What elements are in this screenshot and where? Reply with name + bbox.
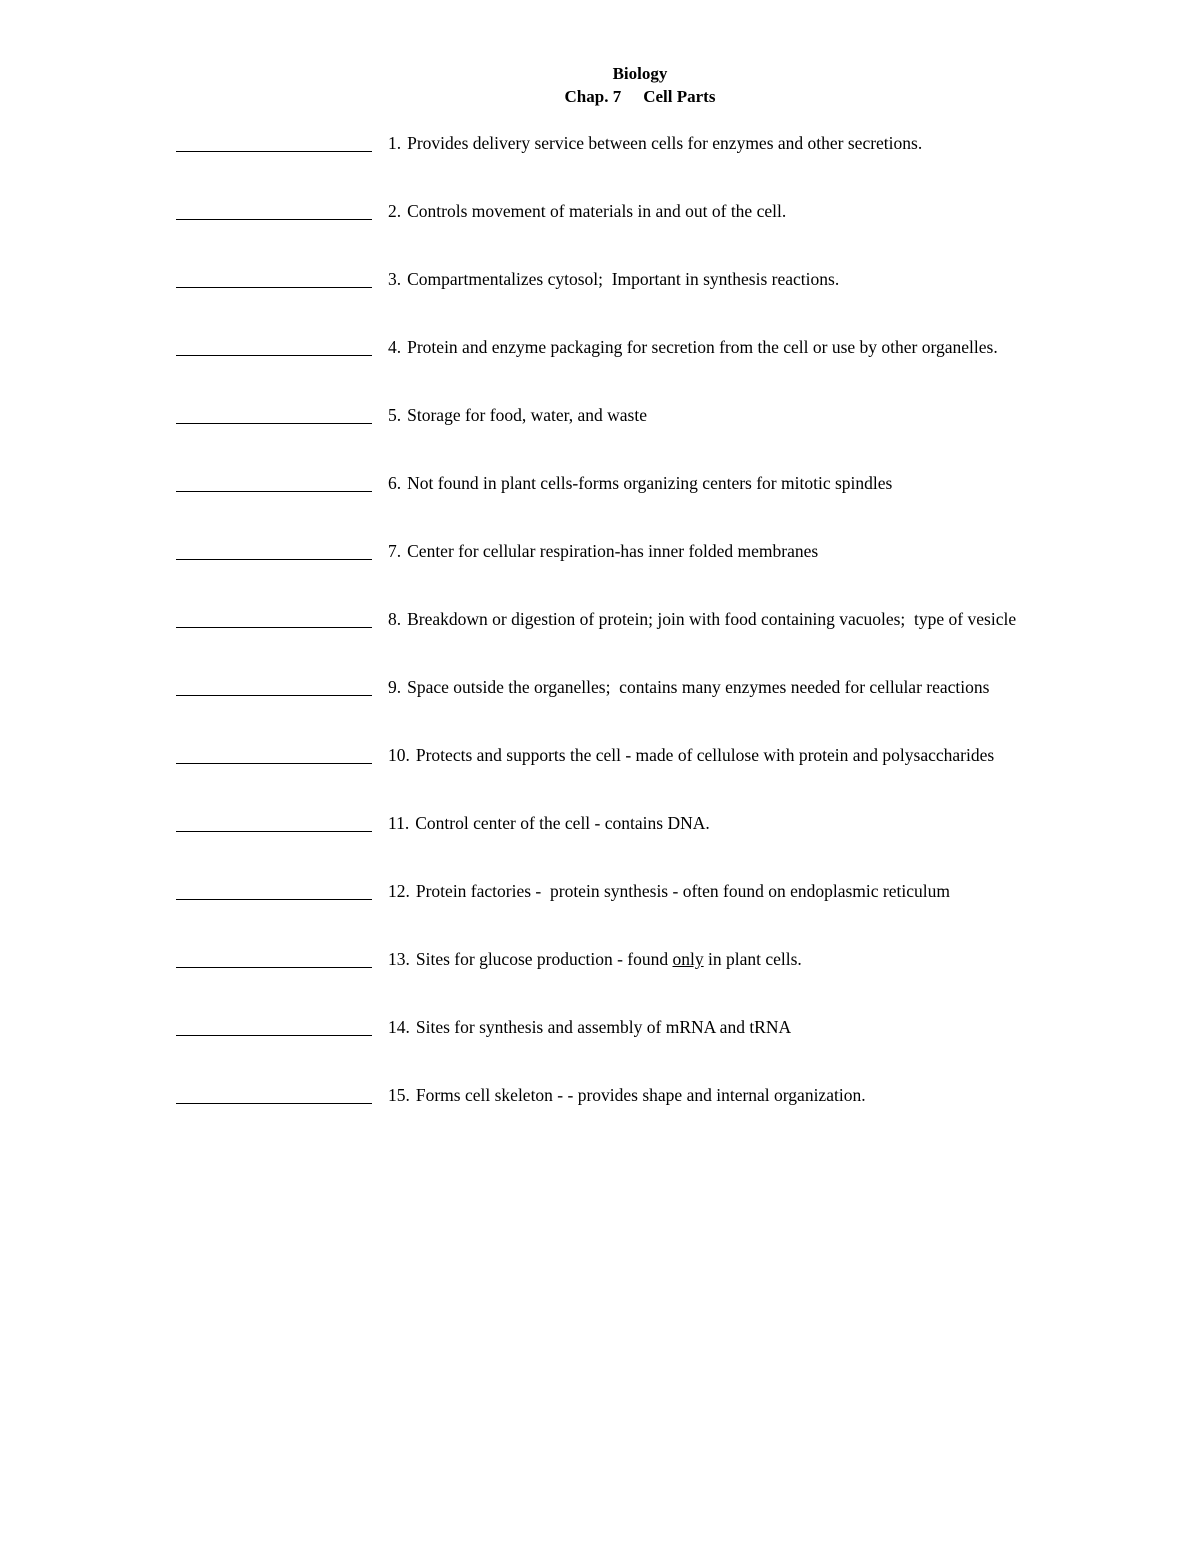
answer-blank[interactable] — [176, 1103, 372, 1104]
question-item — [176, 196, 1176, 264]
question-number: 7. — [388, 541, 402, 561]
question-number: 8. — [388, 609, 402, 629]
topic-label: Cell Parts — [643, 87, 716, 106]
question-number: 14. — [388, 1017, 410, 1037]
emphasized-word: only — [672, 949, 704, 969]
question-description: Forms cell skeleton - - provides shape and internal organization. — [415, 1085, 866, 1105]
answer-blank[interactable] — [176, 1035, 372, 1036]
question-description-start: Sites for glucose production - found — [415, 949, 669, 969]
question-text — [388, 539, 818, 563]
question-text — [388, 471, 892, 495]
answer-blank[interactable] — [176, 899, 372, 900]
question-text — [388, 1015, 791, 1039]
question-description: Sites for synthesis and assembly of mRNA and tRNA — [415, 1017, 792, 1037]
question-item — [176, 264, 1176, 332]
question-number: 3. — [388, 269, 402, 289]
question-number: 10. — [388, 745, 410, 765]
chapter-label: Chap. 7 — [564, 87, 622, 106]
chapter-line — [0, 85, 1200, 108]
answer-blank[interactable] — [176, 967, 372, 968]
question-text — [388, 199, 786, 223]
answer-blank[interactable] — [176, 219, 372, 220]
question-text — [388, 811, 710, 835]
question-list — [176, 128, 1176, 1148]
question-item — [176, 672, 1176, 740]
question-description: Provides delivery service between cells for enzymes and other secretions. — [407, 133, 923, 153]
question-text — [388, 607, 1016, 631]
question-description: Not found in plant cells-forms organizing centers for mitotic spindles — [407, 473, 893, 493]
question-item — [176, 468, 1176, 536]
question-number: 11. — [388, 813, 410, 833]
question-item — [176, 740, 1176, 808]
question-item — [176, 808, 1176, 876]
answer-blank[interactable] — [176, 831, 372, 832]
answer-blank[interactable] — [176, 355, 372, 356]
question-item — [176, 400, 1176, 468]
answer-blank[interactable] — [176, 423, 372, 424]
page-title: Biology — [612, 64, 668, 83]
answer-blank[interactable] — [176, 559, 372, 560]
question-number: 2. — [388, 201, 402, 221]
answer-blank[interactable] — [176, 151, 372, 152]
question-number: 5. — [388, 405, 402, 425]
question-item — [176, 1080, 1176, 1148]
question-number: 9. — [388, 677, 402, 697]
question-item — [176, 1012, 1176, 1080]
question-item — [176, 876, 1176, 944]
question-text — [388, 675, 989, 699]
question-item — [176, 128, 1176, 196]
question-item — [176, 332, 1176, 400]
answer-blank[interactable] — [176, 491, 372, 492]
question-text — [388, 335, 998, 359]
worksheet-header — [0, 62, 1200, 108]
question-description: Protein factories - protein synthesis - often found on endoplasmic reticulum — [415, 881, 950, 901]
question-description: Compartmentalizes cytosol; Important in synthesis reactions. — [407, 269, 840, 289]
question-text — [388, 743, 994, 767]
question-item — [176, 604, 1176, 672]
question-description: Protects and supports the cell - made of cellulose with protein and polysaccharides — [415, 745, 995, 765]
question-number: 12. — [388, 881, 410, 901]
question-number: 1. — [388, 133, 402, 153]
question-text — [388, 267, 839, 291]
answer-blank[interactable] — [176, 627, 372, 628]
answer-blank[interactable] — [176, 763, 372, 764]
question-description: Breakdown or digestion of protein; join with food containing vacuoles; type of vesicle — [407, 609, 1017, 629]
question-text — [388, 131, 922, 155]
question-description: Protein and enzyme packaging for secretion from the cell or use by other organelles. — [407, 337, 998, 357]
question-text — [388, 947, 802, 971]
question-number: 4. — [388, 337, 402, 357]
question-number: 15. — [388, 1085, 410, 1105]
question-description: Storage for food, water, and waste — [407, 405, 647, 425]
question-description: Space outside the organelles; contains many enzymes needed for cellular reactions — [407, 677, 990, 697]
question-description: Control center of the cell - contains DNA. — [415, 813, 710, 833]
question-description: Controls movement of materials in and out of the cell. — [407, 201, 787, 221]
question-item — [176, 536, 1176, 604]
answer-blank[interactable] — [176, 695, 372, 696]
answer-blank[interactable] — [176, 287, 372, 288]
question-description: Center for cellular respiration-has inner folded membranes — [407, 541, 819, 561]
question-description-end: in plant cells. — [708, 949, 802, 969]
question-text — [388, 879, 950, 903]
question-item — [176, 944, 1176, 1012]
question-number: 13. — [388, 949, 410, 969]
question-text — [388, 1083, 866, 1107]
question-number: 6. — [388, 473, 402, 493]
question-text — [388, 403, 647, 427]
